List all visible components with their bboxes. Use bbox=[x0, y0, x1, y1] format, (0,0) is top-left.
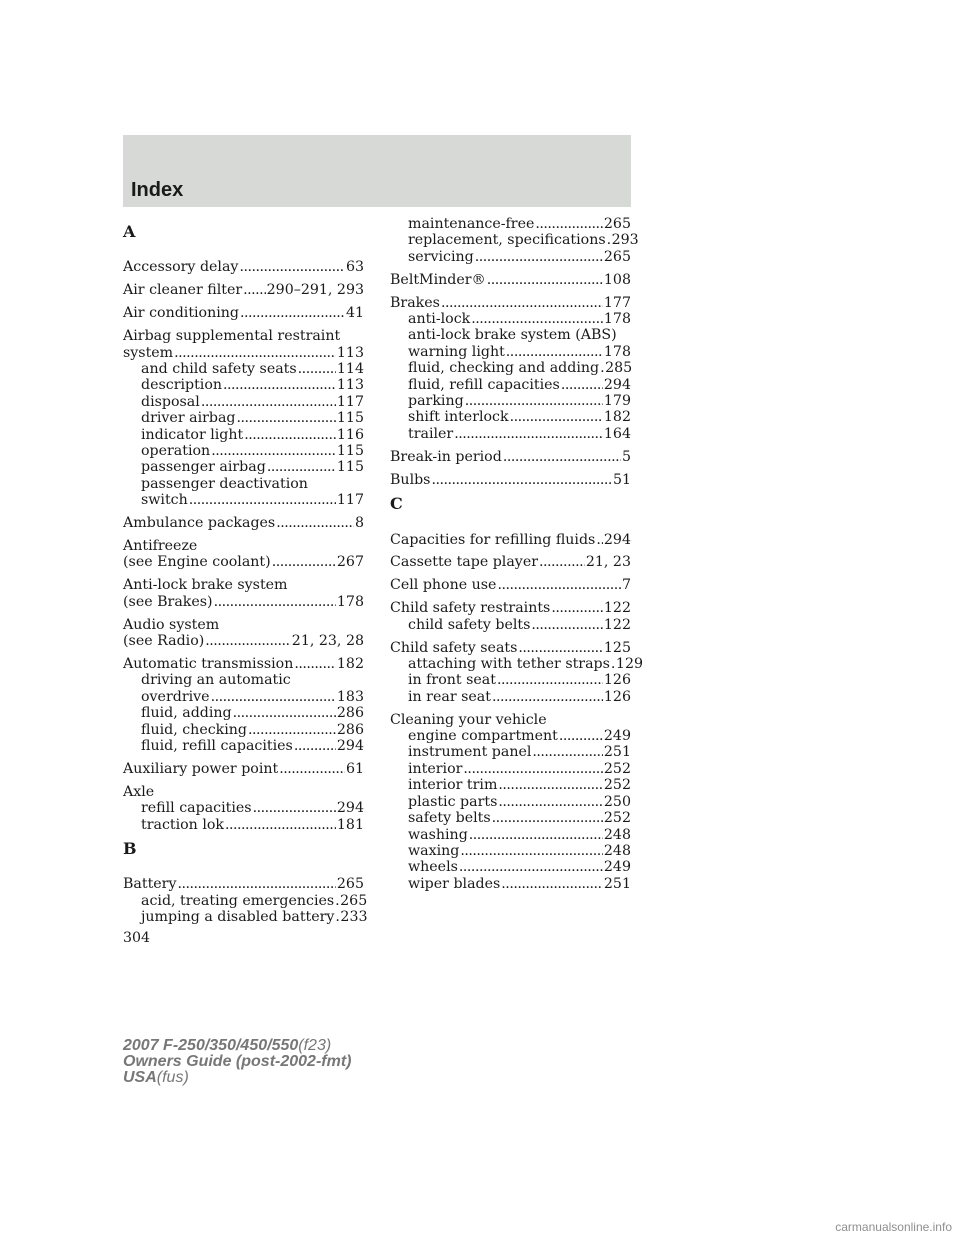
index-line bbox=[123, 345, 364, 361]
entry-text: replacement, specifications bbox=[408, 232, 606, 249]
index-entry bbox=[390, 554, 631, 570]
index-subentry bbox=[123, 892, 368, 909]
entry-text: operation bbox=[141, 442, 211, 459]
footer-line-market bbox=[123, 1070, 351, 1086]
dot-leader bbox=[492, 689, 603, 705]
footer-market-code: (fus) bbox=[156, 1069, 189, 1086]
page-title: Index bbox=[131, 179, 184, 201]
index-subentry bbox=[390, 876, 631, 892]
index-subentry bbox=[390, 617, 631, 633]
entry-text: refill capacities bbox=[141, 800, 252, 817]
dot-leader bbox=[561, 377, 603, 393]
index-entry bbox=[390, 472, 631, 488]
dot-leader bbox=[465, 393, 603, 409]
index-subentry bbox=[390, 744, 631, 760]
dot-leader bbox=[279, 761, 345, 777]
page-ref: 182 bbox=[336, 655, 364, 672]
dot-leader bbox=[454, 426, 603, 442]
entry-text: BeltMinder® bbox=[390, 271, 486, 288]
page-ref: 126 bbox=[603, 688, 631, 705]
index-section-letter: B bbox=[123, 839, 137, 858]
index-line bbox=[123, 259, 364, 275]
page-ref: 51 bbox=[612, 471, 631, 488]
dot-leader bbox=[535, 216, 603, 232]
entry-text: trailer bbox=[408, 425, 454, 442]
page-ref: 294 bbox=[603, 376, 631, 393]
page-ref: 294 bbox=[336, 737, 364, 754]
dot-leader bbox=[611, 656, 615, 672]
index-line bbox=[123, 784, 364, 800]
page-ref: 164 bbox=[603, 425, 631, 442]
entry-text: fluid, refill capacities bbox=[141, 737, 293, 754]
entry-text: interior bbox=[408, 760, 463, 777]
entry-text: overdrive bbox=[141, 688, 210, 705]
page-ref: 294 bbox=[336, 800, 364, 817]
index-entry bbox=[123, 259, 364, 275]
entry-text: fluid, adding bbox=[141, 705, 232, 722]
page-ref: 249 bbox=[603, 728, 631, 745]
index-line bbox=[390, 577, 631, 593]
index-subentry bbox=[123, 800, 364, 816]
dot-leader bbox=[174, 345, 336, 361]
index-subentry bbox=[390, 377, 631, 393]
page-ref: 129 bbox=[615, 655, 644, 672]
dot-leader bbox=[267, 459, 336, 475]
dot-leader bbox=[460, 843, 603, 859]
entry-text: wheels bbox=[408, 859, 458, 876]
dot-leader bbox=[223, 377, 336, 393]
dot-leader bbox=[463, 761, 602, 777]
index-subentry bbox=[123, 909, 368, 926]
index-subentry bbox=[123, 410, 364, 426]
index-subentry bbox=[123, 492, 364, 508]
index-entry bbox=[123, 515, 364, 531]
entry-text: in front seat bbox=[408, 672, 496, 689]
entry-text: Cassette tape player bbox=[390, 554, 538, 571]
index-subentry bbox=[390, 843, 631, 859]
index-entry bbox=[123, 577, 364, 610]
entry-text: attaching with tether straps bbox=[408, 655, 610, 672]
entry-text: anti-lock bbox=[408, 311, 471, 328]
entry-text: Air cleaner filter bbox=[123, 282, 243, 299]
page-ref: 178 bbox=[603, 343, 631, 360]
index-entry bbox=[123, 617, 364, 650]
index-column-left bbox=[123, 216, 368, 932]
page-ref: 115 bbox=[336, 442, 364, 459]
page-ref: 7 bbox=[621, 577, 631, 594]
header-band bbox=[123, 135, 631, 207]
entry-text: Battery bbox=[123, 876, 177, 893]
dot-leader bbox=[225, 817, 336, 833]
entry-text: Ambulance packages bbox=[123, 515, 276, 532]
footer-guide: Owners Guide (post-2002-fmt) bbox=[123, 1053, 352, 1070]
page-ref: 8 bbox=[354, 515, 364, 532]
index-subentry bbox=[390, 409, 631, 425]
index-line bbox=[123, 656, 364, 672]
entry-text: traction lok bbox=[141, 816, 224, 833]
entry-text: anti-lock brake system (ABS) bbox=[408, 327, 617, 344]
dot-leader bbox=[335, 909, 339, 925]
page-ref: 251 bbox=[603, 875, 631, 892]
page-ref: 294 bbox=[603, 531, 631, 548]
entry-text: (see Radio) bbox=[123, 633, 205, 650]
index-subentry bbox=[390, 232, 639, 249]
entry-text: Capacities for refilling fluids bbox=[390, 531, 596, 548]
index-subentry bbox=[123, 722, 364, 738]
dot-leader bbox=[201, 394, 336, 410]
page-ref: 265 bbox=[340, 892, 368, 909]
index-subentry bbox=[123, 361, 364, 377]
entry-text: fluid, refill capacities bbox=[408, 376, 560, 393]
index-line bbox=[123, 761, 364, 777]
index-subentry bbox=[123, 705, 364, 721]
index-line bbox=[123, 538, 364, 554]
page-ref: 183 bbox=[336, 688, 364, 705]
index-subentry bbox=[123, 427, 364, 443]
entry-text: Cell phone use bbox=[390, 577, 497, 594]
watermark: carmanualsonline.info bbox=[835, 1220, 952, 1234]
index-line bbox=[390, 712, 631, 728]
index-line bbox=[123, 594, 364, 610]
index-line bbox=[123, 515, 364, 531]
page-ref: 116 bbox=[336, 426, 364, 443]
index-subentry bbox=[123, 443, 364, 459]
dot-leader bbox=[233, 705, 336, 721]
dot-leader bbox=[177, 876, 335, 892]
dot-leader bbox=[607, 232, 611, 248]
index-line bbox=[390, 554, 631, 570]
entry-text: acid, treating emergencies bbox=[141, 892, 335, 909]
index-subentry bbox=[390, 794, 631, 810]
index-line bbox=[123, 617, 364, 633]
page-ref: 252 bbox=[603, 760, 631, 777]
page-ref: 178 bbox=[336, 593, 364, 610]
dot-leader bbox=[237, 410, 336, 426]
page-ref: 286 bbox=[336, 705, 364, 722]
entry-text: Automatic transmission bbox=[123, 655, 294, 672]
index-entry bbox=[390, 712, 631, 892]
index-subentry bbox=[123, 672, 364, 688]
page-ref: 108 bbox=[603, 271, 631, 288]
entry-text: Anti-lock brake system bbox=[123, 577, 288, 594]
index-section-letter: A bbox=[123, 222, 136, 241]
dot-leader bbox=[441, 295, 603, 311]
dot-leader bbox=[211, 689, 336, 705]
page-ref: 63 bbox=[345, 259, 364, 276]
entry-text: passenger airbag bbox=[141, 459, 266, 476]
index-subentry bbox=[390, 859, 631, 875]
index-entry bbox=[123, 282, 364, 298]
dot-leader bbox=[539, 554, 585, 570]
entry-text: Child safety seats bbox=[390, 639, 518, 656]
entry-text: engine compartment bbox=[408, 728, 558, 745]
page-ref: 114 bbox=[336, 360, 364, 377]
dot-leader bbox=[559, 728, 603, 744]
index-subentry bbox=[390, 327, 631, 343]
index-entry bbox=[390, 295, 631, 443]
dot-leader bbox=[510, 409, 603, 425]
page-ref: 286 bbox=[336, 721, 364, 738]
document-footer bbox=[123, 1038, 351, 1086]
page-ref: 285 bbox=[605, 360, 633, 377]
entry-text: Child safety restraints bbox=[390, 600, 551, 617]
page-ref: 248 bbox=[603, 842, 631, 859]
dot-leader bbox=[475, 249, 603, 265]
page-ref: 267 bbox=[336, 554, 364, 571]
dot-leader bbox=[501, 876, 603, 892]
footer-line-model bbox=[123, 1038, 351, 1054]
footer-line-guide bbox=[123, 1054, 351, 1070]
entry-text: driver airbag bbox=[141, 410, 236, 427]
page-ref: 265 bbox=[603, 216, 631, 232]
entry-text: and child safety seats bbox=[141, 360, 297, 377]
dot-leader bbox=[298, 361, 336, 377]
index-subentry bbox=[123, 459, 364, 475]
index-entry bbox=[390, 600, 631, 633]
index-subentry bbox=[390, 810, 631, 826]
entry-text: Break-in period bbox=[390, 448, 502, 465]
page-ref: 115 bbox=[336, 410, 364, 427]
page-ref: 61 bbox=[345, 760, 364, 777]
entry-text: fluid, checking and adding bbox=[408, 360, 600, 377]
dot-leader bbox=[294, 738, 336, 754]
dot-leader bbox=[532, 744, 603, 760]
index-line bbox=[123, 554, 364, 570]
dot-leader bbox=[431, 472, 611, 488]
index-entry bbox=[123, 784, 364, 833]
dot-leader bbox=[506, 344, 603, 360]
entry-text: Air conditioning bbox=[123, 305, 239, 322]
dot-leader bbox=[253, 800, 336, 816]
page-ref: 233 bbox=[340, 909, 368, 926]
index-entry bbox=[390, 532, 631, 548]
footer-model: 2007 F-250/350/450/550 bbox=[123, 1037, 299, 1054]
dot-leader bbox=[551, 600, 603, 616]
entry-text: Brakes bbox=[390, 294, 440, 311]
page-ref: 179 bbox=[603, 393, 631, 410]
page-number: 304 bbox=[123, 930, 151, 946]
dot-leader bbox=[214, 594, 336, 610]
page-ref: 117 bbox=[336, 492, 364, 509]
index-subentry bbox=[390, 311, 631, 327]
page-ref: 181 bbox=[336, 816, 364, 833]
page-ref: 177 bbox=[603, 294, 631, 311]
page-ref: 290–291, 293 bbox=[266, 282, 364, 299]
page-ref: 293 bbox=[611, 232, 639, 249]
index-line bbox=[123, 876, 364, 892]
dot-leader bbox=[487, 272, 603, 288]
index-subentry bbox=[390, 672, 631, 688]
page-ref: 265 bbox=[336, 876, 364, 893]
index-subentry bbox=[390, 777, 631, 793]
index-subentry bbox=[390, 761, 631, 777]
entry-text: Accessory delay bbox=[123, 259, 239, 276]
entry-text: washing bbox=[408, 826, 468, 843]
dot-leader bbox=[294, 656, 336, 672]
index-line bbox=[123, 328, 364, 344]
page-ref: 178 bbox=[603, 311, 631, 328]
page-ref: 115 bbox=[336, 459, 364, 476]
index-column-right bbox=[390, 216, 644, 899]
entry-text: maintenance-free bbox=[408, 216, 535, 232]
index-subentry bbox=[390, 426, 631, 442]
page-ref: 126 bbox=[603, 672, 631, 689]
index-entry bbox=[390, 272, 631, 288]
entry-text: jumping a disabled battery bbox=[141, 909, 335, 926]
index-line bbox=[390, 640, 631, 656]
entry-text: safety belts bbox=[408, 810, 491, 827]
index-entry bbox=[390, 639, 644, 706]
entry-text: plastic parts bbox=[408, 793, 498, 810]
dot-leader bbox=[239, 259, 345, 275]
entry-text: system bbox=[123, 344, 174, 361]
entry-text: disposal bbox=[141, 393, 200, 410]
page-ref: 265 bbox=[603, 248, 631, 265]
entry-text: wiper blades bbox=[408, 875, 501, 892]
index-entry bbox=[123, 305, 364, 321]
page-ref: 122 bbox=[603, 616, 631, 633]
page-ref: 250 bbox=[603, 793, 631, 810]
dot-leader bbox=[600, 360, 604, 376]
index-line bbox=[390, 532, 631, 548]
index-entry bbox=[390, 216, 639, 265]
index-entry bbox=[123, 761, 364, 777]
entry-text: instrument panel bbox=[408, 744, 532, 761]
dot-leader bbox=[498, 777, 603, 793]
dot-leader bbox=[498, 794, 603, 810]
index-line bbox=[123, 282, 364, 298]
dot-leader bbox=[335, 893, 339, 909]
page-ref: 252 bbox=[603, 810, 631, 827]
index-line bbox=[123, 305, 364, 321]
dot-leader bbox=[518, 640, 603, 656]
dot-leader bbox=[248, 722, 336, 738]
index-subentry bbox=[390, 689, 631, 705]
dot-leader bbox=[243, 282, 266, 298]
index-subentry bbox=[123, 689, 364, 705]
index-line bbox=[123, 633, 364, 649]
page-ref: 113 bbox=[336, 377, 364, 394]
entry-text: parking bbox=[408, 393, 464, 410]
dot-leader bbox=[492, 810, 603, 826]
dot-leader bbox=[531, 617, 603, 633]
entry-text: in rear seat bbox=[408, 688, 491, 705]
entry-text: driving an automatic bbox=[141, 672, 291, 689]
entry-text: Antifreeze bbox=[123, 538, 198, 554]
entry-text: Axle bbox=[123, 783, 155, 800]
page-ref: 41 bbox=[345, 305, 364, 322]
index-entry bbox=[123, 328, 364, 508]
entry-text: switch bbox=[141, 492, 188, 509]
index-section-letter: C bbox=[390, 494, 403, 514]
entry-text: description bbox=[141, 377, 223, 394]
page-ref: 113 bbox=[336, 344, 364, 361]
index-entry bbox=[390, 577, 631, 593]
entry-text: warning light bbox=[408, 343, 505, 360]
entry-text: Audio system bbox=[123, 616, 220, 633]
dot-leader bbox=[471, 311, 603, 327]
dot-leader bbox=[497, 672, 603, 688]
index-line bbox=[390, 272, 631, 288]
entry-text: Airbag supplemental restraint bbox=[123, 328, 341, 345]
index-subentry bbox=[390, 344, 631, 360]
index-subentry bbox=[390, 360, 631, 376]
dot-leader bbox=[189, 492, 336, 508]
page-ref: 122 bbox=[603, 600, 631, 617]
dot-leader bbox=[205, 633, 291, 649]
page-ref: 5 bbox=[621, 448, 631, 465]
index-line bbox=[390, 600, 631, 616]
dot-leader bbox=[503, 449, 621, 465]
page-ref: 21, 23 bbox=[585, 554, 631, 571]
entry-text: Cleaning your vehicle bbox=[390, 711, 547, 728]
index-subentry bbox=[390, 655, 644, 672]
entry-text: passenger deactivation bbox=[141, 475, 308, 492]
dot-leader bbox=[211, 443, 336, 459]
entry-text: Auxiliary power point bbox=[123, 760, 279, 777]
entry-text: indicator light bbox=[141, 426, 244, 443]
entry-text: child safety belts bbox=[408, 616, 531, 633]
entry-text: fluid, checking bbox=[141, 721, 248, 738]
index-entry bbox=[390, 449, 631, 465]
dot-leader bbox=[276, 515, 354, 531]
dot-leader bbox=[459, 859, 603, 875]
index-subentry bbox=[390, 393, 631, 409]
dot-leader bbox=[272, 554, 336, 570]
entry-text: interior trim bbox=[408, 777, 498, 794]
index-subentry bbox=[123, 394, 364, 410]
page-ref: 182 bbox=[603, 409, 631, 426]
entry-text: waxing bbox=[408, 842, 460, 859]
page-ref: 248 bbox=[603, 826, 631, 843]
index-subentry bbox=[390, 249, 631, 265]
index-subentry bbox=[390, 728, 631, 744]
entry-text: (see Brakes) bbox=[123, 593, 213, 610]
index-subentry bbox=[123, 817, 364, 833]
page-ref: 249 bbox=[603, 859, 631, 876]
index-line bbox=[390, 295, 631, 311]
footer-market: USA bbox=[123, 1069, 157, 1086]
dot-leader bbox=[244, 427, 336, 443]
index-subentry bbox=[123, 738, 364, 754]
page-ref: 252 bbox=[603, 777, 631, 794]
page-ref: 117 bbox=[336, 393, 364, 410]
page-ref: 251 bbox=[603, 744, 631, 761]
page-ref: 125 bbox=[603, 639, 631, 656]
dot-leader bbox=[596, 532, 603, 548]
index-line bbox=[390, 472, 631, 488]
dot-leader bbox=[469, 827, 603, 843]
index-entry bbox=[123, 876, 368, 926]
entry-text: (see Engine coolant) bbox=[123, 554, 271, 571]
index-line bbox=[390, 449, 631, 465]
index-subentry bbox=[123, 377, 364, 393]
index-subentry bbox=[123, 476, 364, 492]
footer-model-code: (f23) bbox=[298, 1037, 332, 1054]
dot-leader bbox=[497, 577, 621, 593]
index-line bbox=[123, 577, 364, 593]
index-entry bbox=[123, 656, 364, 754]
entry-text: shift interlock bbox=[408, 409, 509, 426]
entry-text: Bulbs bbox=[390, 471, 431, 488]
dot-leader bbox=[240, 305, 345, 321]
index-subentry bbox=[390, 827, 631, 843]
index-entry bbox=[123, 538, 364, 571]
page-ref: 21, 23, 28 bbox=[291, 633, 364, 650]
index-subentry bbox=[390, 216, 631, 232]
entry-text: servicing bbox=[408, 248, 474, 265]
